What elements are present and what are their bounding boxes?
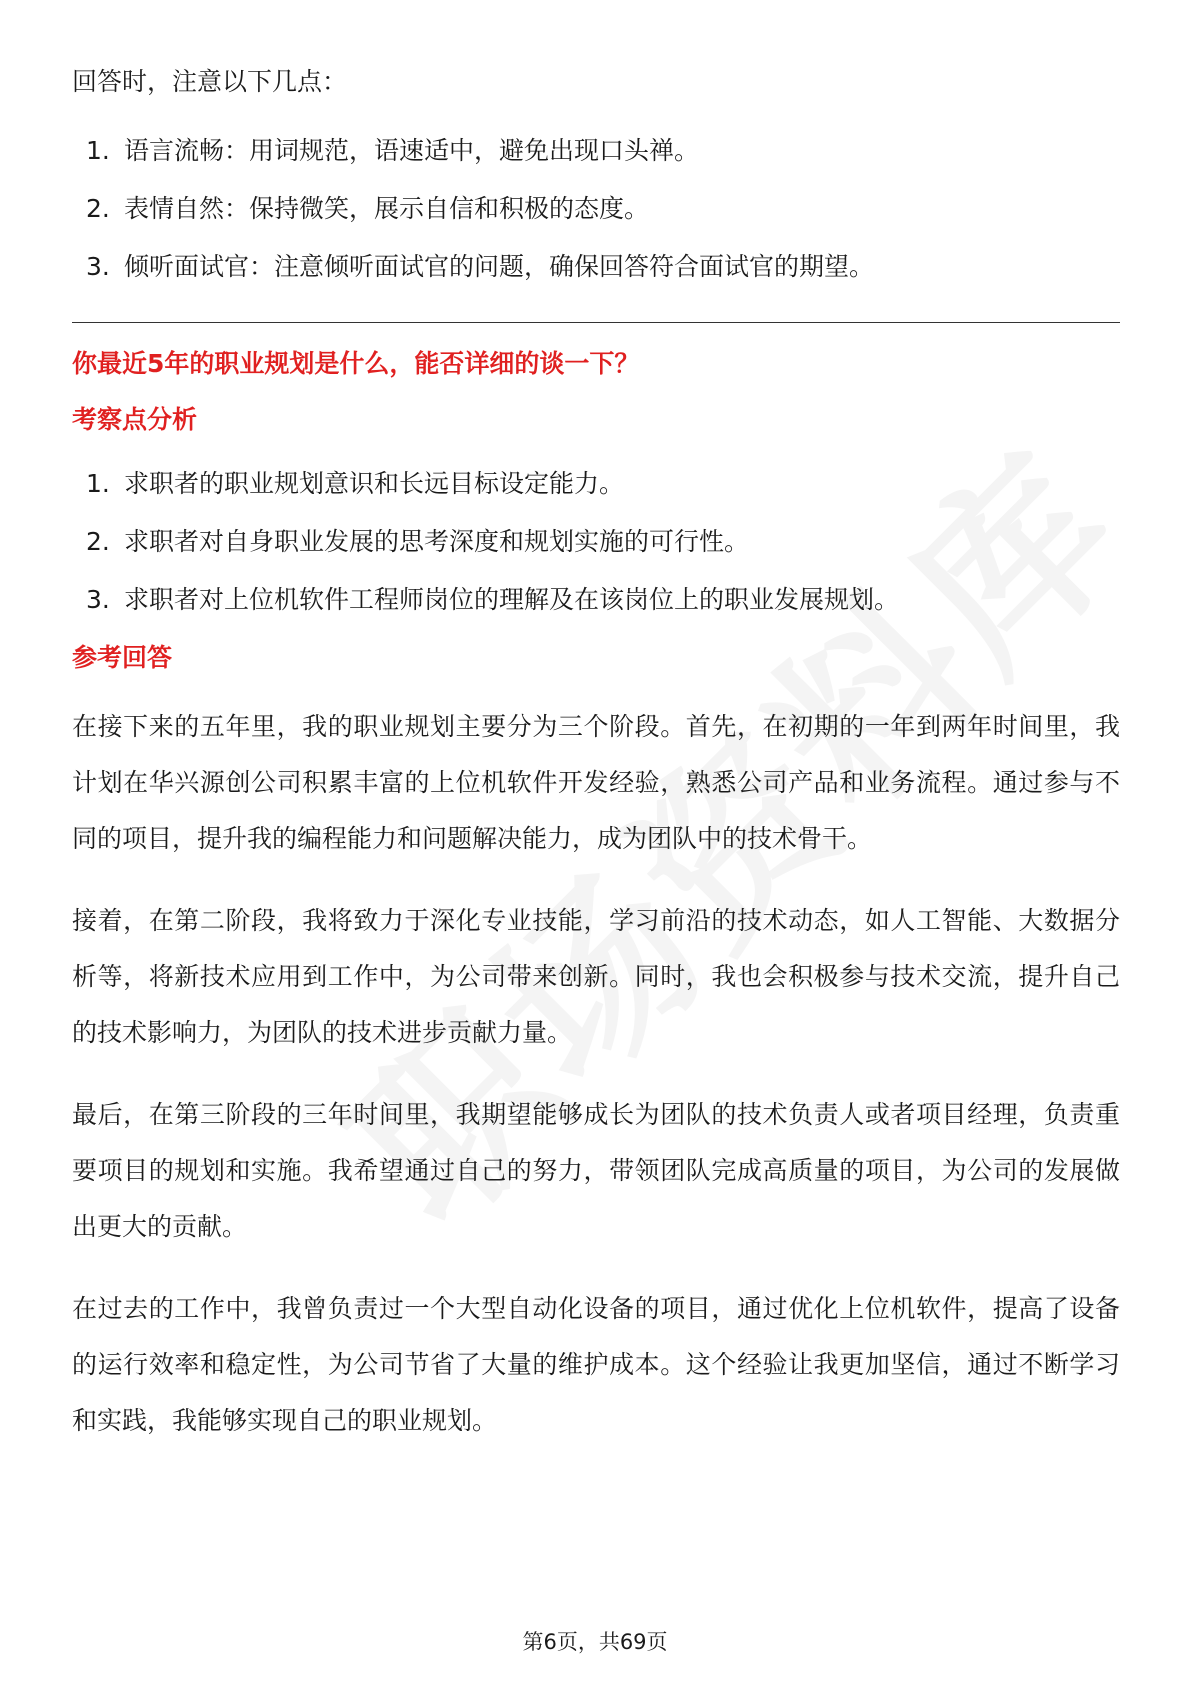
answer-paragraph: 在过去的工作中，我曾负责过一个大型自动化设备的项目，通过优化上位机软件，提高了设备的运行效率和稳定性，为公司节省了大量的维护成本。这个经验让我更加坚信，通过不断学习和实践，我能够实现自己的职业规划。 bbox=[72, 1294, 1120, 1435]
analysis-list bbox=[72, 465, 1120, 619]
analysis-heading: 考察点分析 bbox=[72, 405, 198, 434]
answer-paragraph: 最后，在第三阶段的三年时间里，我期望能够成长为团队的技术负责人或者项目经理，负责重要项目的规划和实施。我希望通过自己的努力，带领团队完成高质量的项目，为公司的发展做出更大的贡献。 bbox=[72, 1100, 1120, 1241]
tips-list bbox=[72, 132, 1120, 286]
answer-paragraph: 接着，在第二阶段，我将致力于深化专业技能，学习前沿的技术动态，如人工智能、大数据分析等，将新技术应用到工作中，为公司带来创新。同时，我也会积极参与技术交流，提升自己的技术影响力，为团队的技术进步贡献力量。 bbox=[72, 906, 1120, 1047]
list-item: 1. 求职者的职业规划意识和长远目标设定能力。 bbox=[86, 469, 625, 498]
list-item: 2. 表情自然：保持微笑，展示自信和积极的态度。 bbox=[86, 194, 650, 223]
list-item: 3. 倾听面试官：注意倾听面试官的问题，确保回答符合面试官的期望。 bbox=[86, 252, 875, 281]
question-heading: 你最近5年的职业规划是什么，能否详细的谈一下？ bbox=[72, 349, 640, 378]
answer-paragraph: 在接下来的五年里，我的职业规划主要分为三个阶段。首先，在初期的一年到两年时间里，我计划在华兴源创公司积累丰富的上位机软件开发经验，熟悉公司产品和业务流程。通过参与不同的项目，提升我的编程能力和问题解决能力，成为团队中的技术骨干。 bbox=[72, 712, 1120, 853]
intro-text: 回答时，注意以下几点： bbox=[72, 67, 348, 96]
list-item: 1. 语言流畅：用词规范，语速适中，避免出现口头禅。 bbox=[86, 136, 700, 165]
answer-heading: 参考回答 bbox=[72, 643, 173, 672]
list-item: 2. 求职者对自身职业发展的思考深度和规划实施的可行性。 bbox=[86, 527, 750, 556]
page-content bbox=[72, 62, 1120, 1475]
list-item: 3. 求职者对上位机软件工程师岗位的理解及在该岗位上的职业发展规划。 bbox=[86, 585, 900, 614]
divider bbox=[72, 322, 1120, 323]
page-number: 第6页，共69页 bbox=[522, 1630, 668, 1654]
